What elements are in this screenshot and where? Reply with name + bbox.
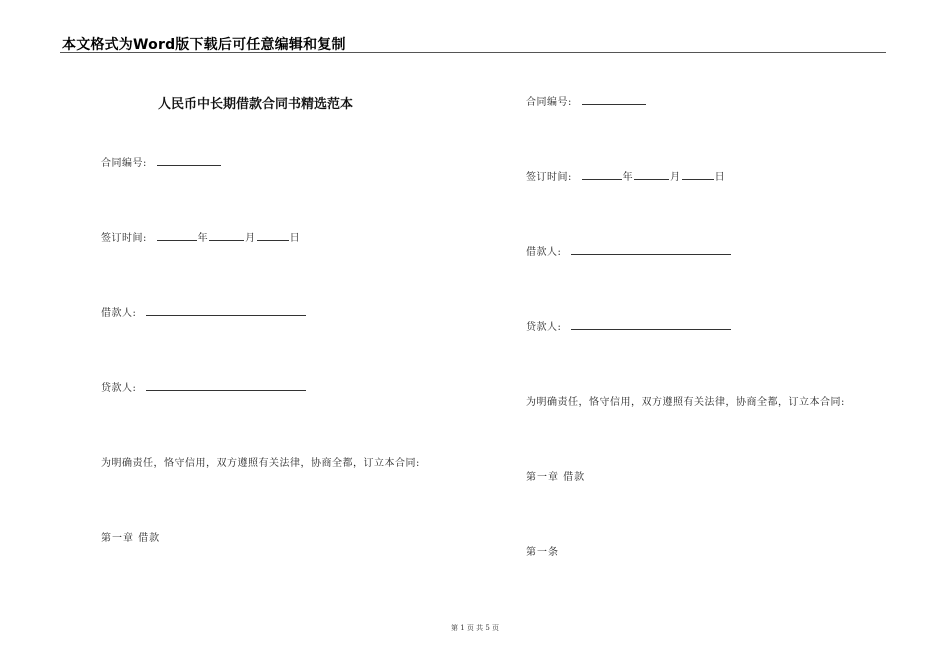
contract-number-label: 合同编号: [526, 97, 572, 108]
borrower-blank [146, 305, 306, 316]
month-blank [209, 230, 244, 241]
year-blank [157, 230, 197, 241]
left-sign-date-line [101, 229, 300, 244]
borrower-label: 借款人: [101, 308, 137, 319]
year-label: 年 [197, 233, 209, 244]
sign-date-label: 签订时间: [526, 172, 572, 183]
sign-date-label: 签订时间: [101, 233, 147, 244]
day-blank [257, 230, 289, 241]
header-divider [60, 52, 886, 53]
borrower-label: 借款人: [526, 247, 562, 258]
right-article-heading: 第一条 [526, 547, 559, 558]
day-label: 日 [714, 172, 726, 183]
year-blank [582, 169, 622, 180]
header-title: 本文格式为Word版下载后可任意编辑和复制 [62, 37, 346, 53]
right-intro-paragraph: 为明确责任，恪守信用，双方遵照有关法律，协商全都，订立本合同: [526, 397, 845, 408]
lender-label: 贷款人: [526, 322, 562, 333]
month-blank [634, 169, 669, 180]
lender-blank [571, 319, 731, 330]
right-sign-date-line [526, 168, 725, 183]
right-contract-number-line [526, 93, 647, 108]
day-label: 日 [289, 233, 301, 244]
borrower-blank [571, 244, 731, 255]
month-label: 月 [670, 172, 681, 183]
contract-number-blank [157, 155, 221, 166]
right-chapter-heading: 第一章 借款 [526, 472, 586, 483]
contract-number-label: 合同编号: [101, 158, 147, 169]
left-chapter-heading: 第一章 借款 [101, 533, 161, 544]
document-title: 人民币中长期借款合同书精选范本 [158, 97, 354, 112]
left-lender-line [101, 379, 307, 394]
contract-number-blank [582, 94, 646, 105]
month-label: 月 [245, 233, 256, 244]
lender-label: 贷款人: [101, 383, 137, 394]
right-borrower-line [526, 243, 732, 258]
page-indicator: 第 1 页 共 5 页 [450, 624, 500, 632]
day-blank [682, 169, 714, 180]
lender-blank [146, 380, 306, 391]
left-intro-paragraph: 为明确责任，恪守信用，双方遵照有关法律，协商全都，订立本合同: [101, 458, 420, 469]
left-borrower-line [101, 304, 307, 319]
left-contract-number-line [101, 154, 222, 169]
right-lender-line [526, 318, 732, 333]
year-label: 年 [622, 172, 634, 183]
